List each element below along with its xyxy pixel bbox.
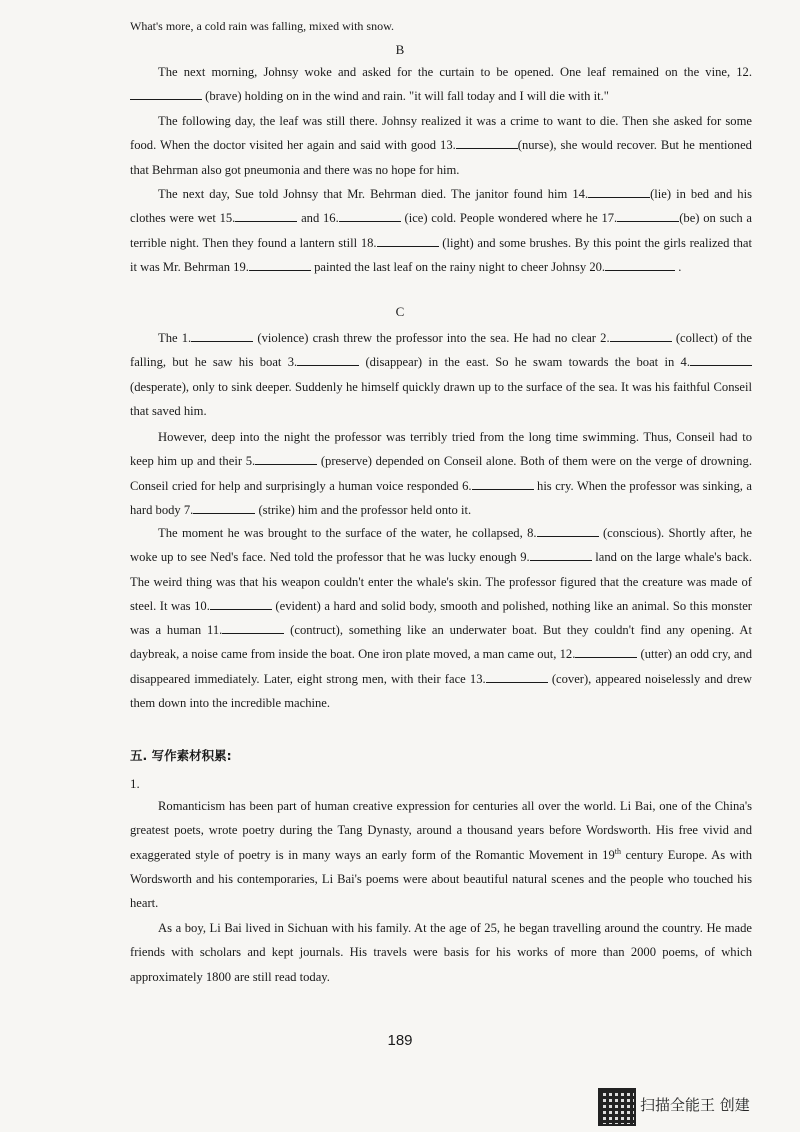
item-number: 1. (130, 776, 140, 791)
answer-blank-20[interactable] (605, 257, 675, 271)
top-line: What's more, a cold rain was falling, mixed with snow. (130, 19, 394, 33)
section-c-paragraph-2: However, deep into the night the professor was terribly tried from the long time swimming. Thus, Conseil had to keep him up and their 5. (preserve) depended on Conseil alone. Both of them were on the verge of drowning. Conseil cried for help and surprisingly a human voice responded 6. his cry. When the professor was sinking, a hard body 7. (strike) him and the professor held onto it. (130, 430, 752, 517)
answer-blank-14[interactable] (588, 184, 650, 198)
answer-blank-c3[interactable] (297, 353, 359, 367)
answer-blank-12[interactable] (130, 87, 202, 101)
section-b-paragraph-2: The following day, the leaf was still there. Johnsy realized it was a crime to want to die. Then she asked for some food. When the doctor visited her again and said with good 13. (nurse), she would recover. But he mentioned that Behrman also got pneumonia and there was no hope for him. (130, 114, 752, 177)
answer-blank-c11[interactable] (222, 621, 284, 635)
answer-blank-c1[interactable] (191, 328, 253, 342)
answer-blank-c8[interactable] (537, 523, 599, 537)
answer-blank-18[interactable] (377, 233, 439, 247)
answer-blank-c6[interactable] (472, 476, 534, 490)
section-c-paragraph-3: The moment he was brought to the surface of the water, he collapsed, 8. (conscious). Shortly after, he woke up to see Ned's face. Ned told the professor that he was lucky enough 9. land on the large whale's back. The weird thing was that his weapon couldn't enter the whale's skin. The professor figured that the creature was made of steel. It was 10. (evident) a hard and solid body, smooth and polished, nothing like an animal. So this monster was a human 11. (contruct), something like an underwater boat. But they couldn't find any opening. At daybreak, a noise came from inside the boat. One iron plate moved, a man came out, 12. (utter) an odd cry, and disappeared immediately. Later, eight strong men, with their face 13. (cover), appeared noiselessly and drew them down into the incredible machine. (130, 521, 752, 715)
answer-blank-c9[interactable] (530, 548, 592, 562)
section-b-paragraph-3: The next day, Sue told Johnsy that Mr. Behrman died. The janitor found him 14. (lie) in bed and his clothes were wet 15. and 16. (ice) cold. People wondered where he 17. (be) on such a terrible night. Then they found a lantern still 18. (light) and some brushes. By this point the girls realized that it was Mr. Behrman 19. painted the last leaf on the rainy night to cheer Johnsy 20. . (130, 182, 752, 279)
section-b-label: B (395, 42, 405, 57)
page-number: 189 (387, 1032, 413, 1049)
answer-blank-c13[interactable] (486, 669, 548, 683)
answer-blank-16[interactable] (339, 209, 401, 223)
answer-blank-c7[interactable] (193, 500, 255, 514)
scanner-watermark: 扫描全能王 创建 (640, 1096, 750, 1114)
answer-blank-13[interactable] (456, 136, 518, 150)
section-c-label: C (395, 304, 405, 319)
answer-blank-c5[interactable] (255, 452, 317, 466)
li-bai-paragraph-1: Romanticism has been part of human creative expression for centuries all over the world. Li Bai, one of the China's greatest poets, wrote poetry during the Tang Dynasty, around a thousand years before Wordsworth. His free vivid and exaggerated style of poetry is in many ways an early form of the Romantic Movement in 19th century Europe. As with Wordsworth and his contemporaries, Li Bai's poems were about beautiful natural scenes and the people who touched his heart. (130, 799, 753, 911)
section-c-paragraph-1: The 1. (violence) crash threw the professor into the sea. He had no clear 2. (collect) of the falling, but he saw his boat 3. (disappear) in the east. So he swam towards the boat in 4.(desperate), only to sink deeper. Suddenly he himself quickly drawn up to the surface of the sea. It was his faithful Conseil that saved him. (130, 326, 752, 423)
section-b-paragraph-1: The next morning, Johnsy woke and asked for the curtain to be opened. One leaf remained on the vine, 12. (brave) holding on in the wind and rain. "it will fall today and I will die with it." (130, 60, 752, 109)
answer-blank-17[interactable] (617, 209, 679, 223)
qr-code-icon (598, 1088, 636, 1126)
answer-blank-19[interactable] (249, 257, 311, 271)
writing-material-heading: 五. 写作素材积累: (130, 748, 232, 763)
answer-blank-c12[interactable] (575, 645, 637, 659)
answer-blank-c4[interactable] (690, 353, 752, 367)
answer-blank-15[interactable] (235, 209, 297, 223)
answer-blank-c10[interactable] (210, 596, 272, 610)
answer-blank-c2[interactable] (610, 328, 672, 342)
li-bai-paragraph-2: As a boy, Li Bai lived in Sichuan with his family. At the age of 25, he began travelling around the country. He made friends with scholars and kept journals. His travels were basis for his works of more than 2000 poems, of which approximately 1800 are still read today. (130, 921, 752, 984)
